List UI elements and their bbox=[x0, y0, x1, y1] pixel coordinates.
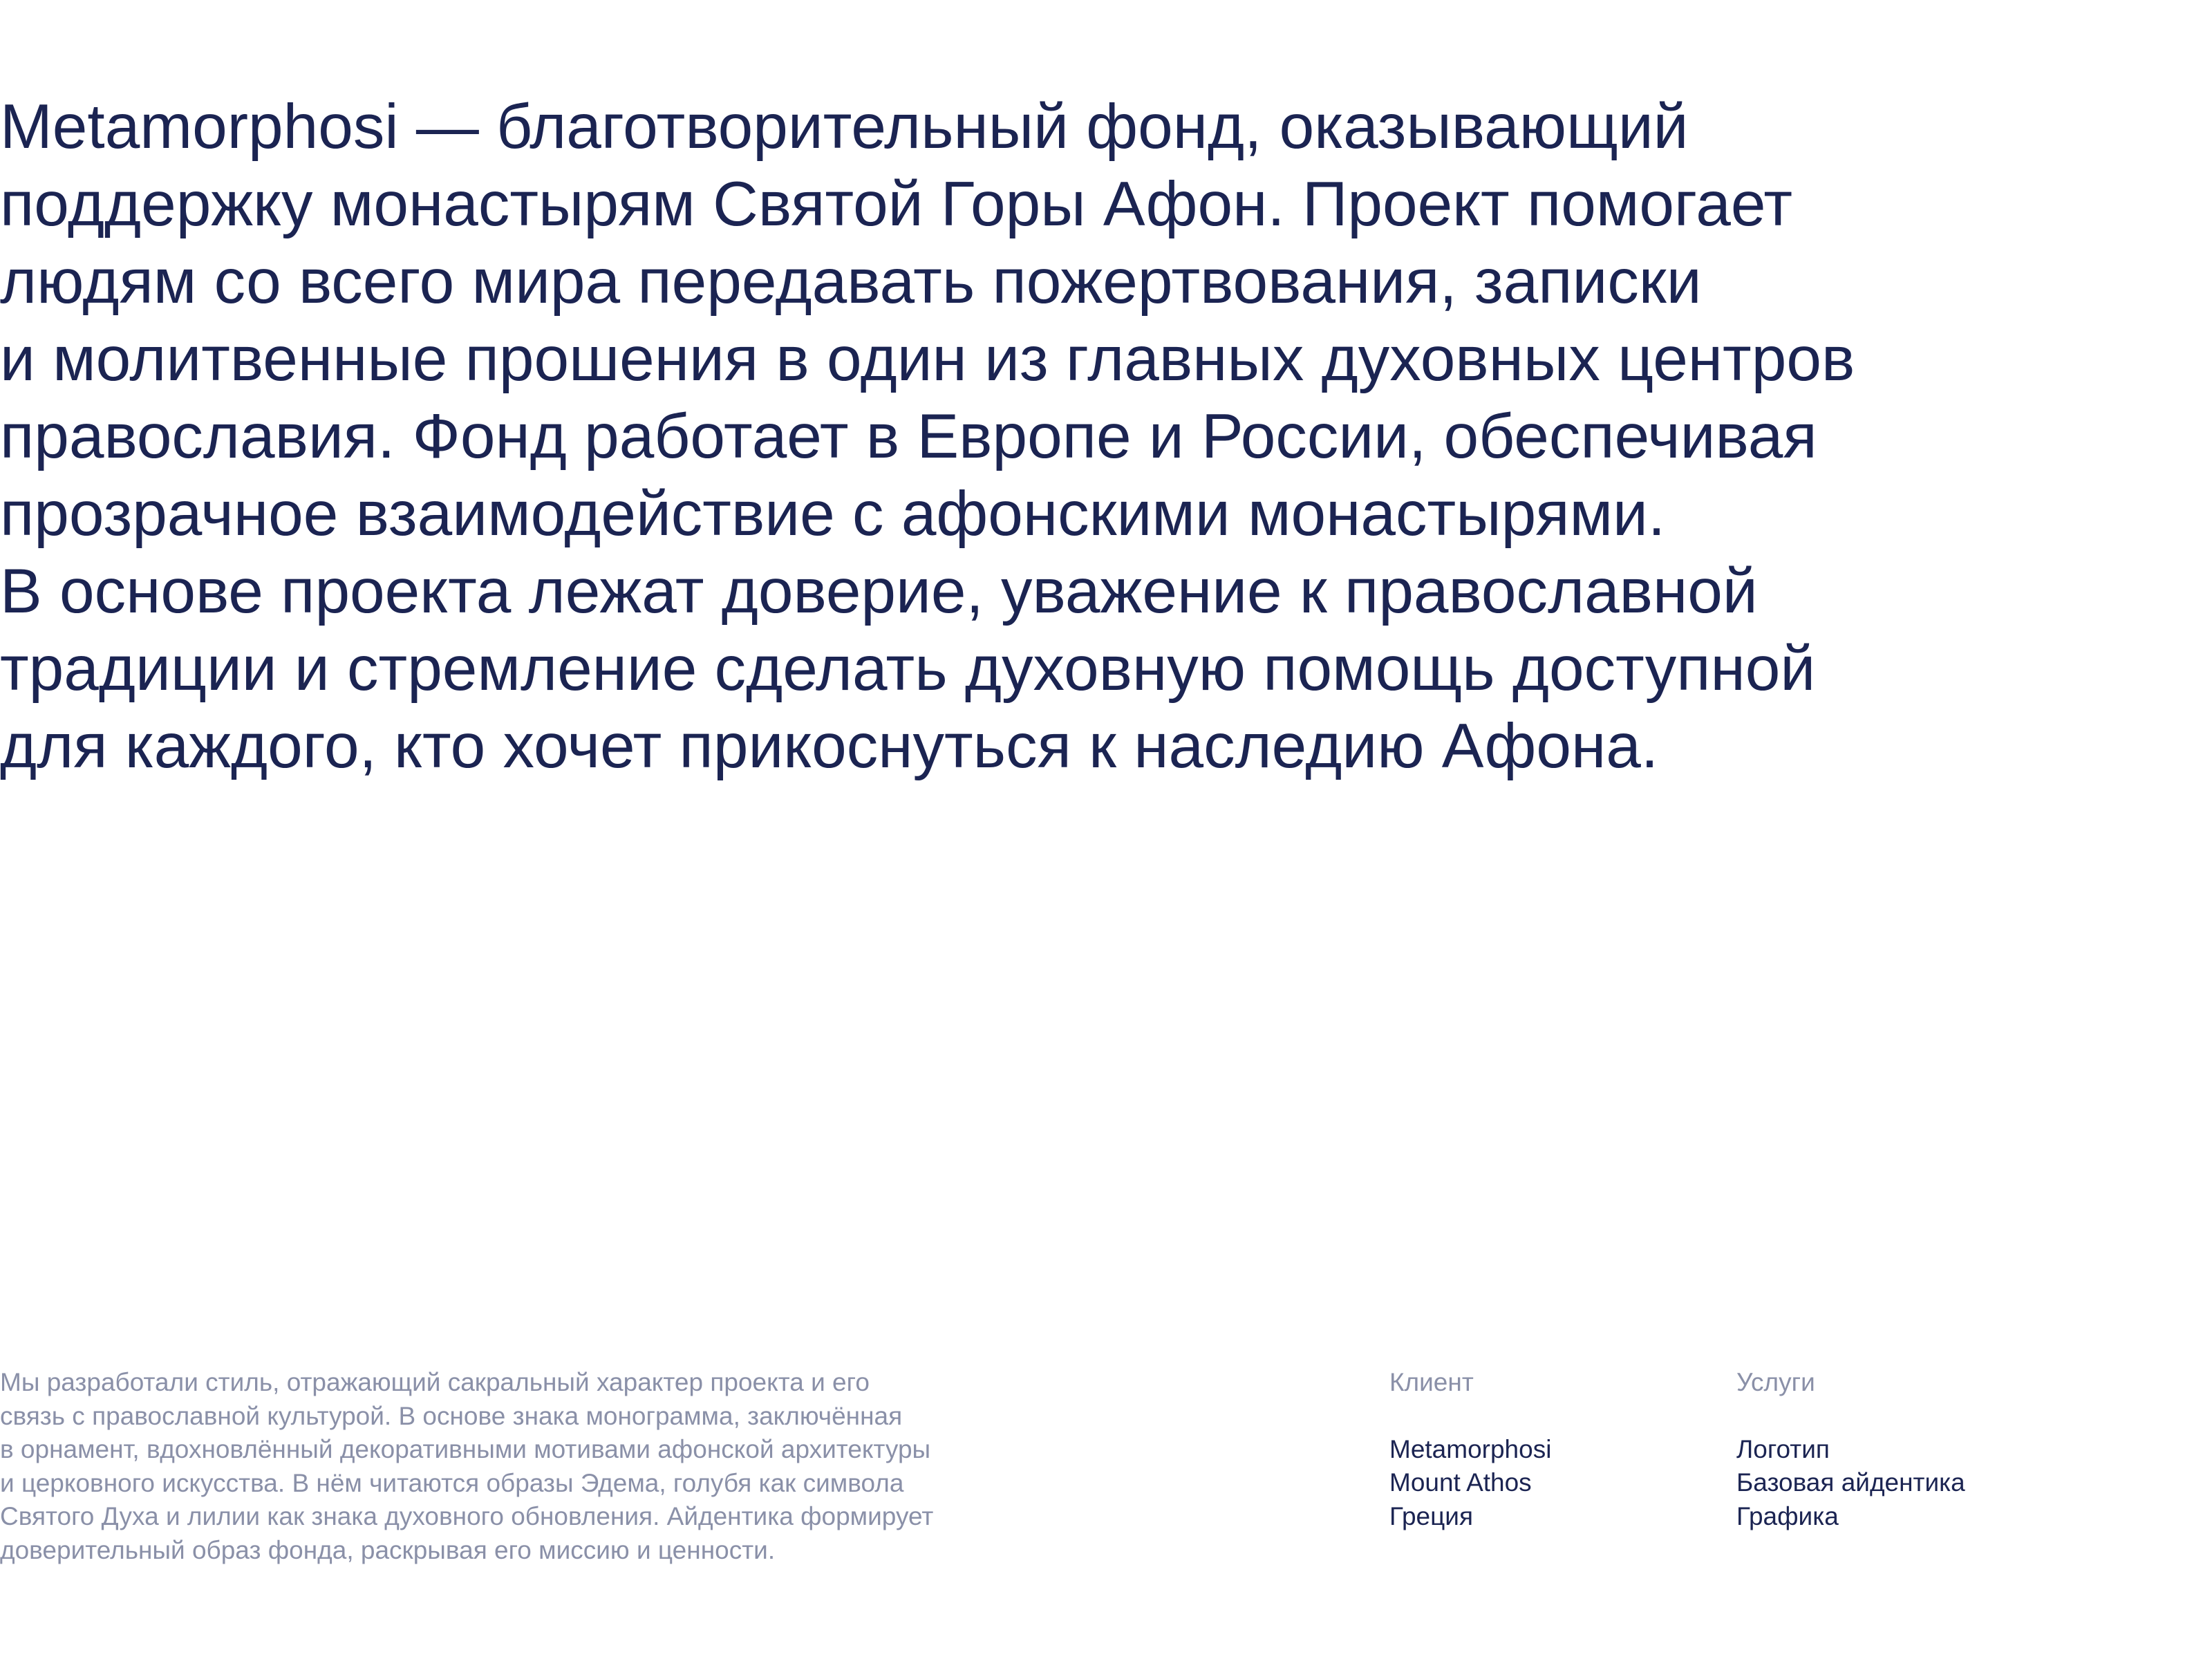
description-line: Мы разработали стиль, отражающий сакральный характер проекта и его bbox=[0, 1368, 870, 1396]
description-line: доверительный образ фонда, раскрывая его миссию и ценности. bbox=[0, 1535, 776, 1564]
description-line: и церковного искусства. В нём читаются образы Эдема, голубя как символа bbox=[0, 1468, 904, 1497]
description-line: Святого Духа и лилии как знака духовного обновления. Айдентика формирует bbox=[0, 1502, 934, 1530]
client-column bbox=[1389, 1366, 1551, 1533]
client-item: Mount Athos bbox=[1389, 1468, 1532, 1497]
service-item: Логотип bbox=[1736, 1434, 1830, 1463]
service-item: Базовая айдентика bbox=[1736, 1468, 1965, 1497]
client-item: Metamorphosi bbox=[1389, 1434, 1552, 1463]
lead-line: В основе проекта лежат доверие, уважение к православной bbox=[0, 556, 1758, 626]
client-heading: Клиент bbox=[1389, 1368, 1474, 1396]
project-description bbox=[0, 1366, 1078, 1567]
lead-line: для каждого, кто хочет прикоснуться к наследию Афона. bbox=[0, 711, 1659, 781]
services-list bbox=[1736, 1433, 1965, 1534]
description-line: в орнамент, вдохновлённый декоративными мотивами афонской архитектуры bbox=[0, 1435, 931, 1463]
lead-paragraph bbox=[0, 88, 2157, 785]
lead-line: поддержку монастырям Святой Горы Афон. Проект помогает bbox=[0, 169, 1793, 239]
project-details bbox=[0, 1366, 2212, 1587]
client-item: Греция bbox=[1389, 1501, 1474, 1530]
lead-line: и молитвенные прошения в один из главных духовных центров bbox=[0, 324, 1855, 394]
services-column bbox=[1736, 1366, 1965, 1533]
lead-line: Metamorphosi — благотворительный фонд, оказывающий bbox=[0, 92, 1689, 162]
lead-line: традиции и стремление сделать духовную помощь доступной bbox=[0, 634, 1816, 704]
service-item: Графика bbox=[1736, 1501, 1839, 1530]
services-heading: Услуги bbox=[1736, 1368, 1815, 1396]
lead-line: православия. Фонд работает в Европе и России, обеспечивая bbox=[0, 402, 1817, 471]
client-list bbox=[1389, 1433, 1551, 1534]
lead-line: людям со всего мира передавать пожертвования, записки bbox=[0, 247, 1702, 317]
lead-line: прозрачное взаимодействие с афонскими монастырями. bbox=[0, 479, 1666, 549]
description-line: связь с православной культурой. В основе знака монограмма, заключённая bbox=[0, 1401, 903, 1430]
